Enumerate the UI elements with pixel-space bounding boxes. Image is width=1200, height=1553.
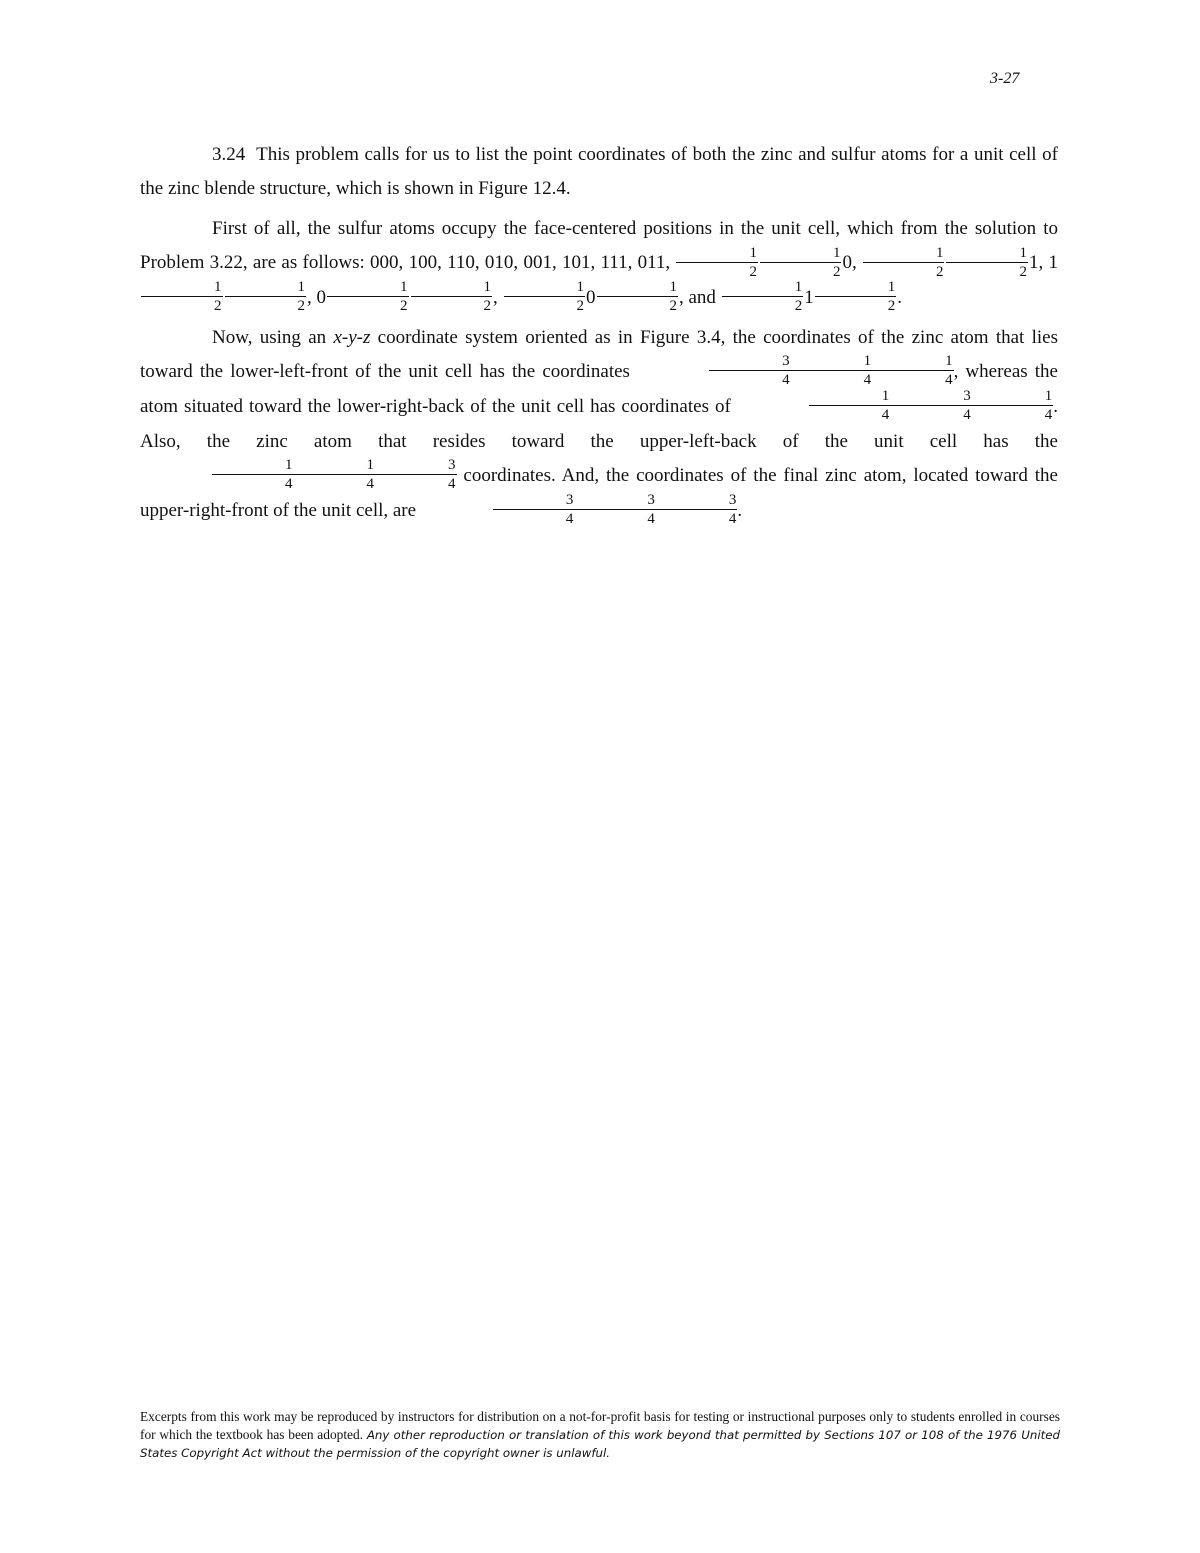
fraction-half: $\frac{1}{2}$	[141, 280, 223, 314]
page-number: 3-27	[990, 70, 1020, 87]
zinc-text-3: , whereas the atom situated toward the lower-right-back of the unit cell has coordinates of	[140, 361, 1058, 418]
coordinate-upper-right-front: $\frac{3}{4}$ $\frac{3}{4}$ $\frac{3}{4}$	[421, 493, 738, 528]
fraction-half: $\frac{1}{2}$	[597, 280, 679, 314]
paragraph-problem-statement	[140, 138, 1058, 206]
paragraph-sulfur-positions: First of all, the sulfur atoms occupy the face-centered positions in the unit cell, which from the solution to Problem 3.22, are as follows: 000, 100, 110, 010, 001, 101, 111, 011, $\frac{1}{2}$ $\frac{1}{2}$ 0, $\frac{1}{2}$ $\frac{1}{2}$ 1, 1 $\frac{1}{2}$ $\frac{1}{2}$ , 0 $\frac{1}{2}$ $\frac{1}{2}$ , $\frac{1}{2}$ 0 $\frac{1}{2}$ , and $\frac{1}{2}$ 1 $\frac{1}{2}$ .	[140, 218, 1059, 315]
copyright-footer	[140, 1408, 1060, 1462]
zinc-text-6: .	[737, 500, 743, 522]
fraction-half: $\frac{1}{2}$	[760, 246, 842, 280]
coordinate-lower-left-front: $\frac{3}{4}$ $\frac{1}{4}$ $\frac{1}{4}$	[637, 355, 954, 390]
problem-number: 3.24	[212, 144, 246, 165]
coordinate-lower-right-back: $\frac{1}{4}$ $\frac{3}{4}$ $\frac{1}{4}$	[737, 390, 1054, 425]
solution-body	[140, 138, 1058, 535]
sulfur-positions-text: First of all, the sulfur atoms occupy the face-centered positions in the unit cell, which from the solution to Problem 3.22, are as follows: 000, 100, 110, 010, 001, 101, 111, 011,	[140, 218, 1058, 273]
and-word: and	[688, 286, 716, 308]
zinc-text-1: Now, using an	[212, 327, 327, 349]
fraction-half: $\frac{1}{2}$	[815, 280, 897, 314]
axes-label: x-y-z	[333, 327, 371, 349]
fraction-half: $\frac{1}{2}$	[722, 280, 804, 314]
fraction-half: $\frac{1}{2}$	[411, 280, 493, 314]
fraction-half: $\frac{1}{2}$	[676, 246, 758, 280]
paragraph-zinc-positions	[140, 321, 1058, 529]
zinc-text-4: . Also, the zinc atom that resides toward the upper-left-back of the unit cell has the	[140, 396, 1059, 453]
fraction-half: $\frac{1}{2}$	[504, 280, 586, 314]
fraction-half: $\frac{1}{2}$	[327, 280, 409, 314]
fraction-half: $\frac{1}{2}$	[225, 280, 307, 314]
footer-italic: Any other reproduction or translation of this work beyond that permitted by Sections 107 or 108 of the 1976 United States Copyright Act without the permission of the copyright owner is unlawful.	[140, 1428, 1060, 1460]
zinc-text-2: coordinate system oriented as in Figure 3.4, the coordinates of the zinc atom that lies toward the lower-left-front of the unit cell has the coordinates	[140, 327, 1058, 383]
coordinate-upper-left-back: $\frac{1}{4}$ $\frac{1}{4}$ $\frac{3}{4}$	[140, 459, 457, 494]
problem-statement: This problem calls for us to list the point coordinates of both the zinc and sulfur atoms for a unit cell of the zinc blende structure, which is shown in Figure 12.4.	[140, 144, 1058, 199]
footer-plain: Excerpts from this work may be reproduced by instructors for distribution on a not-for-profit basis for testing or instructional purposes only to students enrolled in courses for which the textbook has been adopted.	[140, 1409, 1060, 1442]
zinc-text-5: coordinates. And, the coordinates of the final zinc atom, located toward the upper-right-front of the unit cell, are	[140, 465, 1058, 522]
fraction-half: $\frac{1}{2}$	[863, 246, 945, 280]
fraction-half: $\frac{1}{2}$	[946, 246, 1028, 280]
